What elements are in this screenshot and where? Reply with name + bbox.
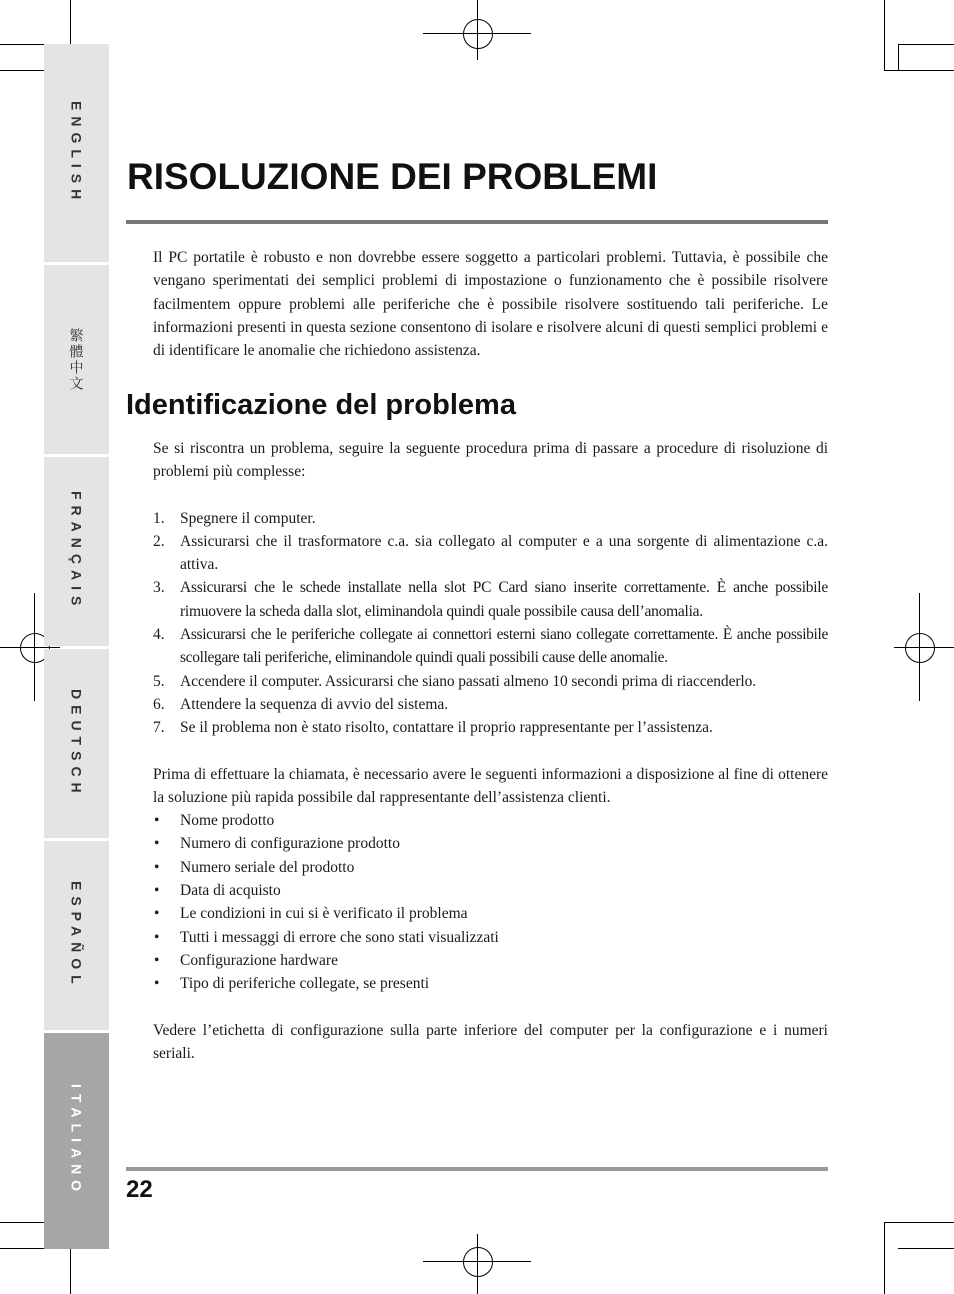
tab-label: FRANÇAIS [68,491,85,612]
title-rule [126,220,828,224]
tab-label: ESPAÑOL [68,881,85,990]
page-number: 22 [126,1176,153,1203]
page-title: RISOLUZIONE DEI PROBLEMI [127,156,658,197]
bullet: • [154,812,160,830]
crop-mark [884,1222,954,1223]
registration-line [894,647,954,648]
tab-italiano[interactable] [44,1033,109,1249]
step-number: 4. [153,626,165,644]
info-item-text: Numero di configurazione prodotto [180,835,400,853]
intro-section [153,246,828,362]
info-item-text: Data di acquisto [180,882,281,900]
registration-mark-icon [905,633,935,663]
footer-rule [126,1167,828,1171]
tab-traditional-chinese[interactable] [44,265,109,454]
list-item [153,902,828,925]
info-item-text: Tutti i messaggi di errore che sono stati visualizzati [180,928,499,946]
list-item [153,809,828,832]
info-item-text: Configurazione hardware [180,951,338,969]
list-item [153,879,828,902]
list-item [153,530,828,577]
step-number: 2. [153,532,165,550]
bullet: • [154,951,160,969]
list-item [153,576,828,623]
list-item [153,507,828,530]
tab-espanol[interactable] [44,841,109,1030]
step-number: 6. [153,695,165,713]
info-list [153,809,828,995]
tab-francais[interactable] [44,457,109,646]
tab-english[interactable] [44,44,109,262]
step-text: Se il problema non è stato risolto, contattare il proprio rappresentante per l’assistenza. [180,719,713,737]
bullet: • [154,928,160,946]
tab-deutsch[interactable] [44,649,109,838]
crop-mark [884,70,954,71]
info-item-text: Numero seriale del prodotto [180,858,355,876]
section-heading: Identificazione del problema [126,389,516,421]
tab-label: ITALIANO [68,1084,85,1198]
footer-note: Vedere l’etichetta di configurazione sulla parte inferiore del computer per la configurazione e i numeri seriali. [153,1021,828,1062]
step-text: Attendere la sequenza di avvio del sistema. [180,695,449,713]
info-item-text: Nome prodotto [180,812,275,830]
list-item [153,693,828,716]
step-text: Assicurarsi che le periferiche collegate ai connettori esterni siano collegate correttamente. È anche possibile scollegare tali periferiche, eliminandole quindi quali possibili cause delle anomalie. [180,626,828,667]
list-item [153,856,828,879]
step-number: 7. [153,719,165,737]
registration-line [477,0,478,60]
registration-line [34,593,35,701]
intro-paragraph: Il PC portatile è robusto e non dovrebbe essere soggetto a particolari problemi. Tuttavia, è possibile che vengano sperimentati dei semplici problemi di impostazione o funzionamento che è possibile risolvere facilmentem oppure problemi alle periferiche che è possibile risolvere sostituendo tali periferiche. Le informazioni presenti in questa sezione consentono di isolare e risolvere alcuni di questi semplici problemi e di identificare le anomalie che richiedono assistenza. [153,249,828,360]
step-number: 1. [153,509,165,527]
registration-line [477,1234,478,1294]
step-number: 5. [153,672,165,690]
crop-mark [898,44,899,70]
registration-mark-icon [463,19,493,49]
steps-list [153,507,828,740]
bullet: • [154,858,160,876]
step-text: Assicurarsi che le schede installate nella slot PC Card siano inserite correttamente. È anche possibile rimuovere la scheda dalla slot, eliminandola quindi quale possibile causa dell’anomalia. [180,579,828,620]
crop-mark [884,1222,885,1294]
list-item [153,623,828,670]
crop-mark [898,1248,954,1249]
language-tabs [44,44,109,1249]
tab-label: 繁體中文 [68,327,85,392]
list-item [153,972,828,995]
list-item [153,670,828,693]
bullet: • [154,835,160,853]
bullet: • [154,882,160,900]
tab-label: ENGLISH [68,100,85,206]
bullet: • [154,905,160,923]
registration-line [919,593,920,701]
list-item [153,949,828,972]
tab-label: DEUTSCH [68,688,85,799]
info-item-text: Le condizioni in cui si è verificato il problema [180,905,468,923]
crop-mark [884,0,885,70]
step-text: Assicurarsi che il trasformatore c.a. sia collegato al computer e a una sorgente di alimentazione c.a. attiva. [180,532,828,574]
list-item [153,926,828,949]
info-item-text: Tipo di periferiche collegate, se presenti [180,975,430,993]
registration-mark-icon [463,1247,493,1277]
list-item [153,832,828,855]
lead-paragraph: Se si riscontra un problema, seguire la seguente procedura prima di passare a procedure di risoluzione di problemi più complesse: [153,440,828,481]
crop-mark [898,44,954,45]
step-text: Accendere il computer. Assicurarsi che siano passati almeno 10 secondi prima di riaccenderlo. [180,672,757,690]
bullet: • [154,975,160,993]
before-call-paragraph: Prima di effettuare la chiamata, è necessario avere le seguenti informazioni a disposizione al fine di ottenere la soluzione più rapida possibile dal rappresentante dell’assistenza clienti. [153,765,828,806]
list-item [153,716,828,739]
step-number: 3. [153,579,165,597]
step-text: Spegnere il computer. [180,509,316,527]
problem-identification-section [153,437,828,1065]
